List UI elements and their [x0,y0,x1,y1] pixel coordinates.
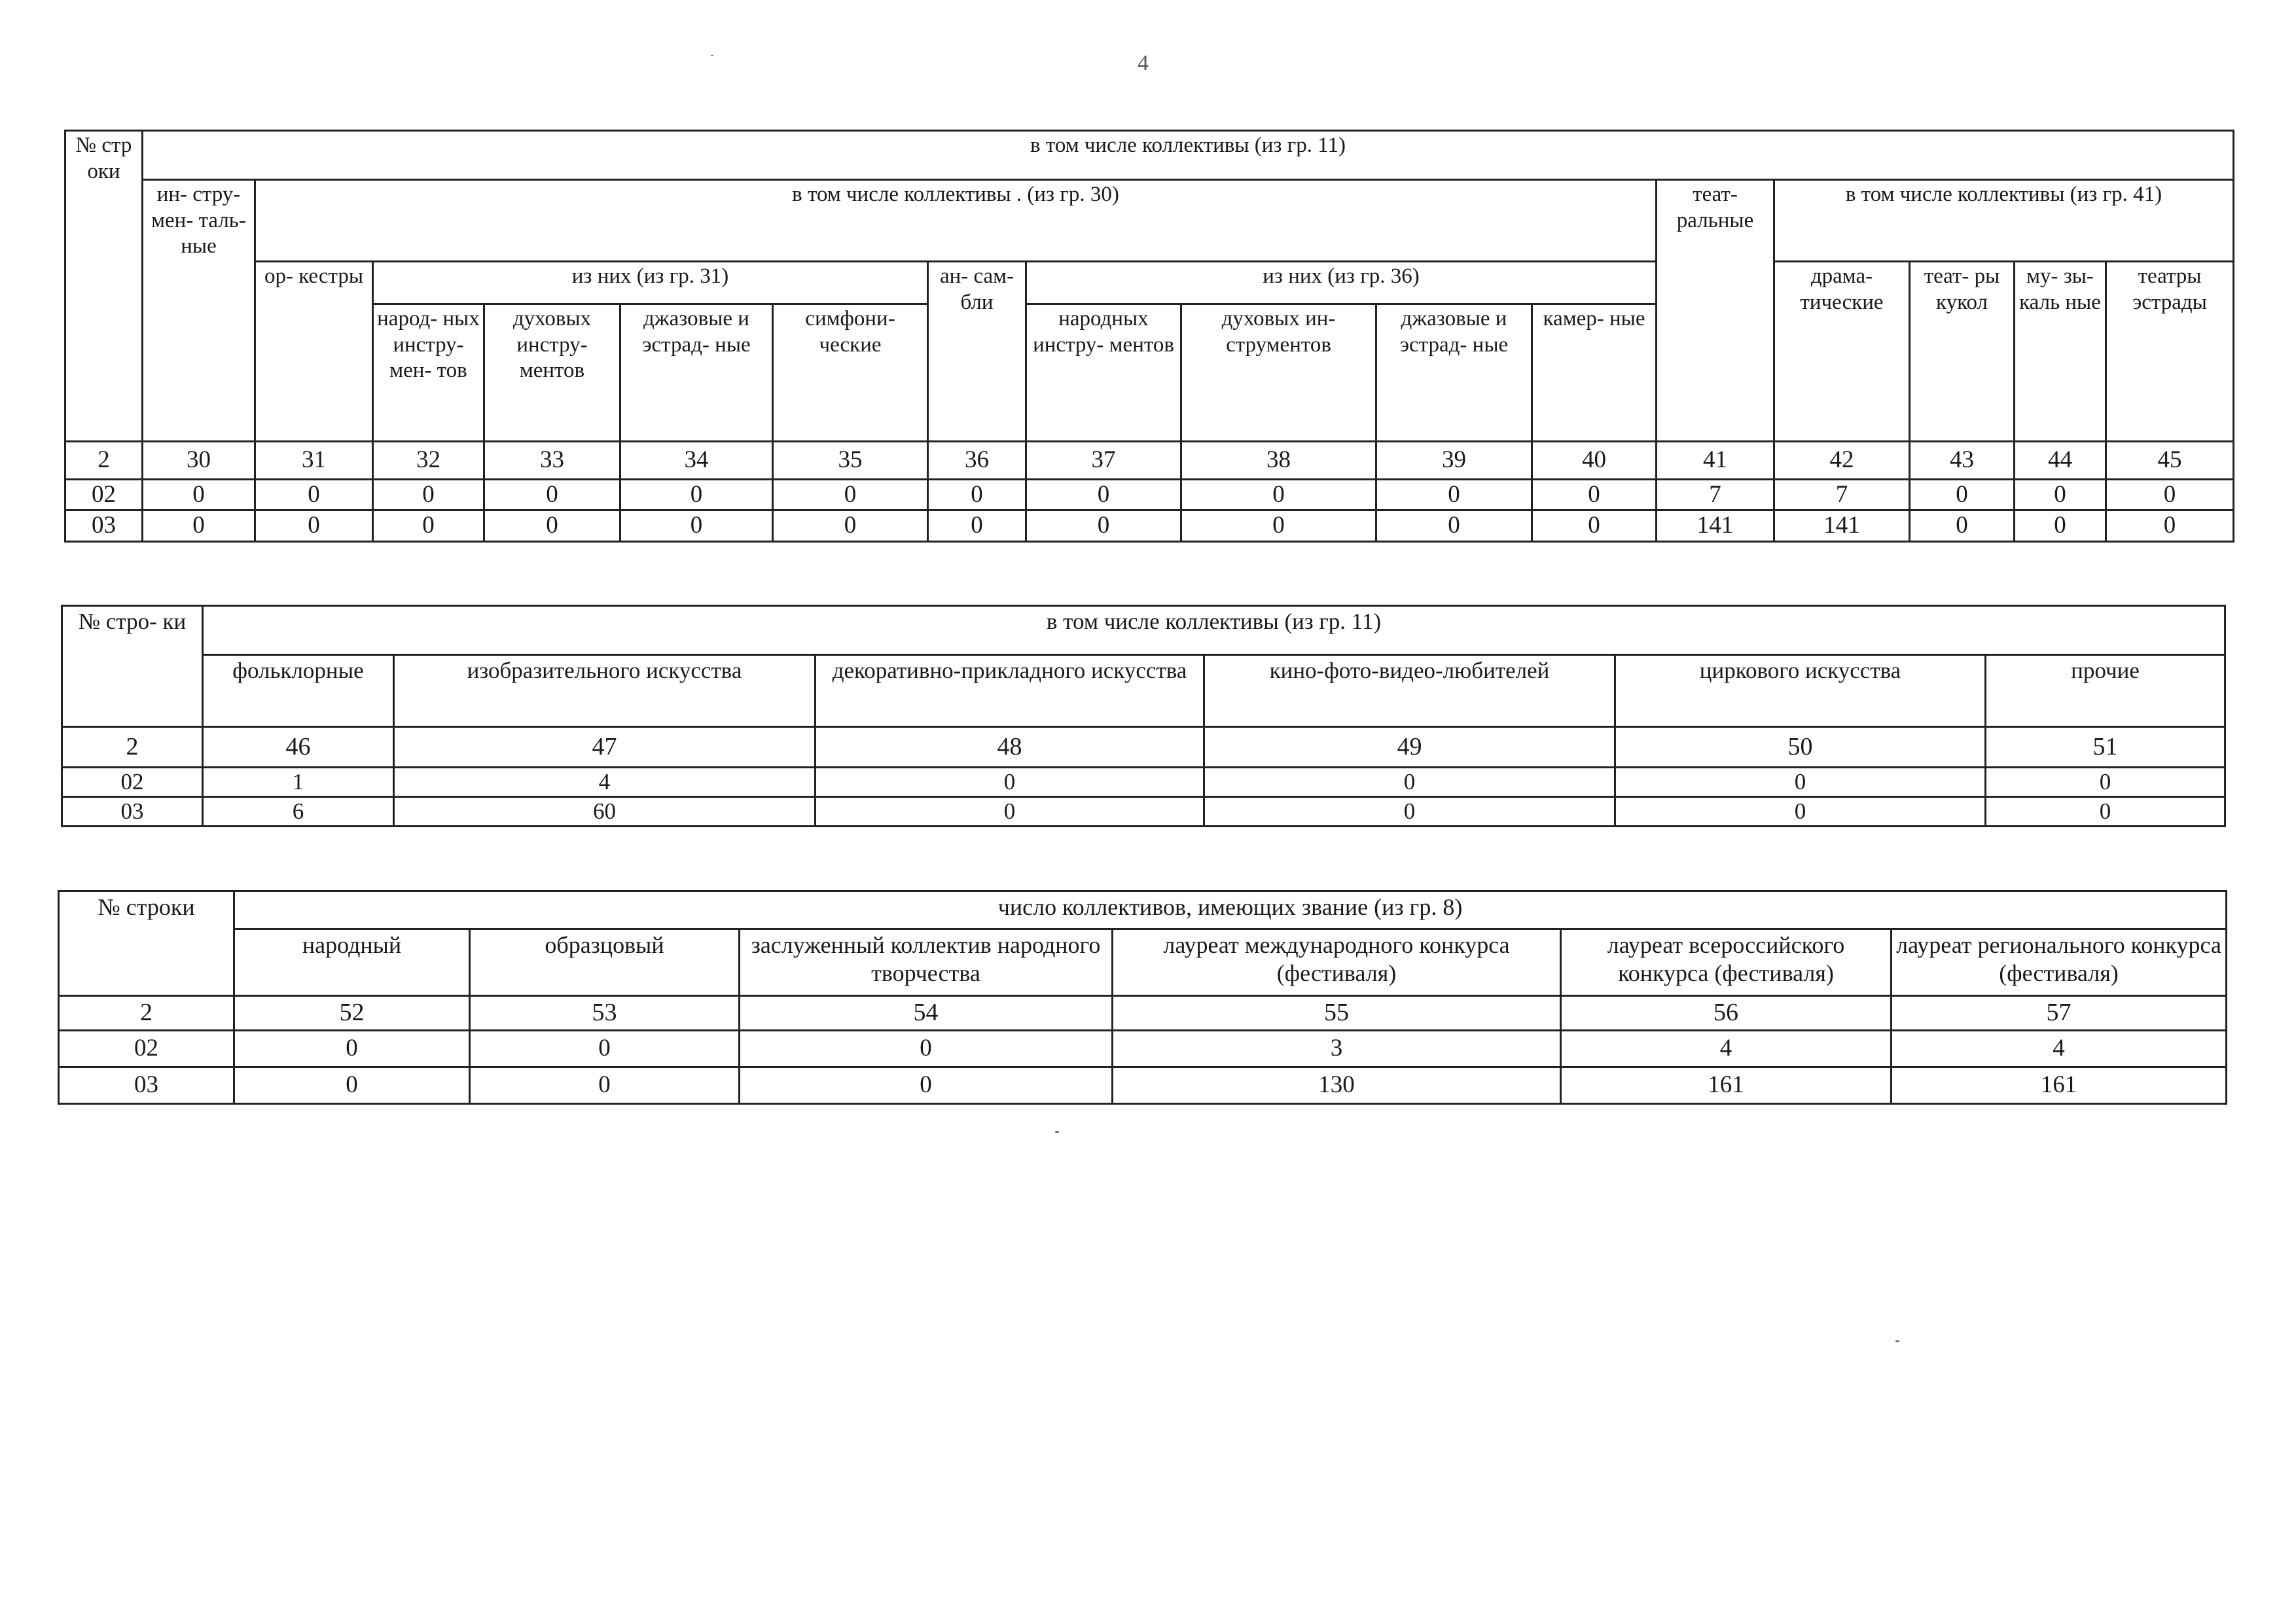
header-instrumental: ин- стру- мен- таль- ные [143,180,255,442]
header-wind-instruments-36: духовых ин- струментов [1181,304,1376,442]
column-number: 49 [1204,727,1615,768]
table-cell: 0 [1910,510,2015,541]
table-cell: 4 [394,768,816,797]
header-fine-arts: изобразительного искусства [394,655,816,727]
header-symphonic: симфони- ческие [773,304,928,442]
header-other: прочие [1986,655,2225,727]
table-cell: 0 [470,1030,740,1067]
scan-speck [1895,1340,1899,1342]
table-cell: 0 [1910,480,2015,510]
row-code: 02 [59,1030,234,1067]
header-regional-laureate: лауреат регионального конкурса (фестиваля) [1892,929,2227,996]
column-number: 51 [1986,727,2225,768]
header-jazz-variety-31: джазовые и эстрад- ные [620,304,773,442]
table-cell: 0 [740,1067,1113,1103]
table-cell: 7 [1657,480,1774,510]
header-folk-instruments-36: народных инстру- ментов [1026,304,1181,442]
scan-speck [711,55,713,56]
table-cell: 0 [143,510,255,541]
column-number: 34 [620,442,773,480]
table-cell: 161 [1561,1067,1892,1103]
table-row [62,768,2225,797]
table-cell: 3 [1113,1030,1561,1067]
subgroup-header-41: в том числе коллективы (из гр. 41) [1774,180,2234,262]
table-cell: 0 [1026,480,1181,510]
column-number: 2 [62,727,203,768]
table-cell: 0 [373,510,484,541]
header-all-russian-laureate: лауреат всероссийского конкурса (фестиваля) [1561,929,1892,996]
row-code: 03 [65,510,143,541]
column-number: 46 [203,727,394,768]
table-row [65,480,2234,510]
header-jazz-variety-36: джазовые и эстрад- ные [1376,304,1532,442]
column-number: 33 [484,442,620,480]
table-cell: 60 [394,797,816,827]
table-row [62,797,2225,827]
header-circus: циркового искусства [1615,655,1986,727]
column-numbers-row [65,442,2234,480]
row-code: 02 [62,768,203,797]
header-honored-collective: заслуженный коллектив народного творчества [740,929,1113,996]
table-cell: 0 [2015,510,2106,541]
header-folklore: фольклорные [203,655,394,727]
column-number: 48 [816,727,1204,768]
column-number: 40 [1532,442,1657,480]
table-cell: 0 [234,1030,470,1067]
row-number-header: № стро- ки [62,606,203,727]
column-number: 2 [65,442,143,480]
column-number: 31 [255,442,373,480]
table-cell: 0 [1181,480,1376,510]
column-numbers-row [59,996,2227,1031]
group-header: в том числе коллективы (из гр. 11) [203,606,2225,655]
header-orchestras: ор- кестры [255,262,373,442]
header-theatrical: теат- ральные [1657,180,1774,442]
table-cell: 6 [203,797,394,827]
column-number: 37 [1026,442,1181,480]
table-cell: 0 [1204,797,1615,827]
page-number: 4 [1138,51,1149,75]
table-cell: 0 [740,1030,1113,1067]
scan-speck [1055,1131,1059,1133]
column-number: 2 [59,996,234,1031]
column-number: 38 [1181,442,1376,480]
header-folk-instruments-31: народ- ных инстру- мен- тов [373,304,484,442]
header-chamber: камер- ные [1532,304,1657,442]
table-cell: 0 [1204,768,1615,797]
column-number: 39 [1376,442,1532,480]
table-cell: 0 [1376,480,1532,510]
header-puppet-theatres: теат- ры кукол [1910,262,2015,442]
table-cell: 0 [1376,510,1532,541]
table-cell: 0 [2015,480,2106,510]
column-number: 54 [740,996,1113,1031]
table-cell: 0 [255,510,373,541]
table-cell: 0 [234,1067,470,1103]
table-cell: 0 [620,510,773,541]
table-cell: 0 [1615,768,1986,797]
table-cell: 0 [1532,480,1657,510]
column-number: 55 [1113,996,1561,1031]
column-number: 42 [1774,442,1910,480]
table-row [59,1030,2227,1067]
of-them-header-31: из них (из гр. 31) [373,262,928,304]
table-row [59,1067,2227,1103]
table-cell: 0 [255,480,373,510]
of-them-header-36: из них (из гр. 36) [1026,262,1657,304]
row-code: 03 [62,797,203,827]
row-number-header: № стр оки [65,131,143,442]
table-cell: 1 [203,768,394,797]
table-cell: 0 [773,480,928,510]
table-cell: 0 [816,797,1204,827]
table-cell: 0 [928,510,1026,541]
column-number: 41 [1657,442,1774,480]
table-cell: 0 [773,510,928,541]
header-film-photo-video: кино-фото-видео-любителей [1204,655,1615,727]
column-number: 44 [2015,442,2106,480]
table-cell: 0 [143,480,255,510]
table-cell: 0 [816,768,1204,797]
row-code: 03 [59,1067,234,1103]
column-number: 50 [1615,727,1986,768]
column-numbers-row [62,727,2225,768]
collectives-table-folk-art [61,605,2226,827]
header-ensembles: ан- сам- бли [928,262,1026,442]
table-cell: 0 [1532,510,1657,541]
column-number: 30 [143,442,255,480]
table-row [65,510,2234,541]
table-cell: 130 [1113,1067,1561,1103]
column-number: 57 [1892,996,2227,1031]
group-header: число коллективов, имеющих звание (из гр. 8) [234,891,2227,929]
column-number: 56 [1561,996,1892,1031]
column-number: 35 [773,442,928,480]
table-cell: 4 [1561,1030,1892,1067]
table-cell: 141 [1774,510,1910,541]
table-cell: 0 [484,510,620,541]
table-cell: 4 [1892,1030,2227,1067]
header-decorative-applied: декоративно-прикладного искусства [816,655,1204,727]
header-musical: му- зы- каль ные [2015,262,2106,442]
column-number: 47 [394,727,816,768]
header-exemplary-title: образцовый [470,929,740,996]
group-header: в том числе коллективы (из гр. 11) [143,131,2234,180]
header-folk-title: народный [234,929,470,996]
table-cell: 0 [2106,480,2234,510]
table-cell: 7 [1774,480,1910,510]
column-number: 43 [1910,442,2015,480]
header-international-laureate: лауреат международного конкурса (фестиваля) [1113,929,1561,996]
table-cell: 0 [1986,768,2225,797]
row-number-header: № строки [59,891,234,996]
table-cell: 141 [1657,510,1774,541]
table-cell: 0 [470,1067,740,1103]
column-number: 36 [928,442,1026,480]
collectives-titles-table [58,890,2227,1105]
column-number: 32 [373,442,484,480]
collectives-table-musical-theatrical [64,130,2234,543]
header-variety-theatres: театры эстрады [2106,262,2234,442]
table-cell: 0 [1026,510,1181,541]
table-cell: 0 [1181,510,1376,541]
column-number: 52 [234,996,470,1031]
table-cell: 0 [620,480,773,510]
table-cell: 161 [1892,1067,2227,1103]
header-wind-instruments-31: духовых инстру- ментов [484,304,620,442]
table-cell: 0 [1986,797,2225,827]
table-cell: 0 [373,480,484,510]
column-number: 53 [470,996,740,1031]
table-cell: 0 [928,480,1026,510]
row-code: 02 [65,480,143,510]
table-cell: 0 [484,480,620,510]
header-dramatic: драма- тические [1774,262,1910,442]
table-cell: 0 [2106,510,2234,541]
subgroup-header-30: в том числе коллективы . (из гр. 30) [255,180,1657,262]
column-number: 45 [2106,442,2234,480]
table-cell: 0 [1615,797,1986,827]
